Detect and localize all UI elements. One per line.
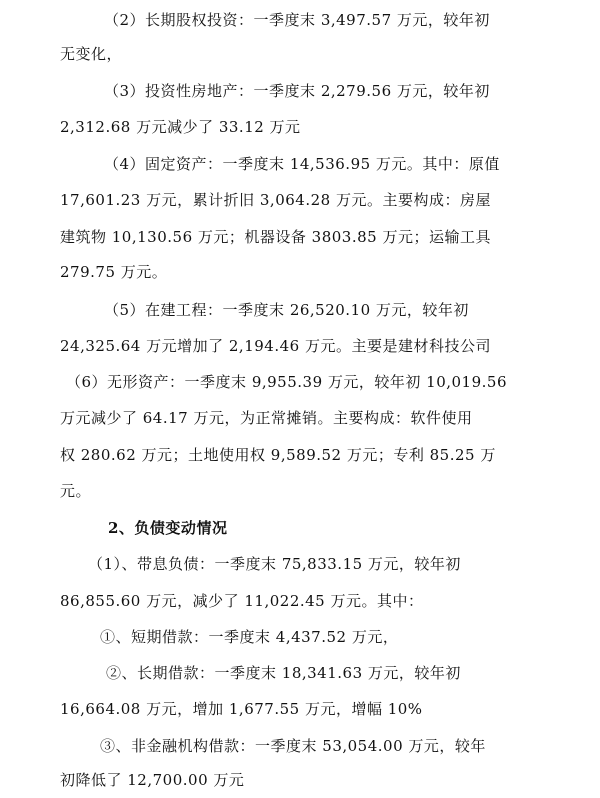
text-line-2: 无变化， xyxy=(60,45,123,63)
text-line-20: 16,664.08 万元，增加 1,677.55 万元，增幅 10% xyxy=(60,700,423,718)
text-line-1: （2）长期股权投资：一季度末 3,497.57 万元，较年初 xyxy=(104,11,490,29)
text-line-16: （1）、带息负债：一季度末 75,833.15 万元，较年初 xyxy=(88,555,461,573)
text-line-13: 权 280.62 万元；土地使用权 9,589.52 万元；专利 85.25 万 xyxy=(60,446,496,464)
text-line-11: （6）无形资产：一季度末 9,955.39 万元，较年初 10,019.56 xyxy=(66,373,507,391)
text-line-4: 2,312.68 万元减少了 33.12 万元 xyxy=(60,118,301,136)
text-line-12: 万元减少了 64.17 万元，为正常摊销。主要构成：软件使用 xyxy=(60,409,473,427)
text-line-18: ①、短期借款：一季度末 4,437.52 万元， xyxy=(100,628,399,646)
text-line-14: 元。 xyxy=(60,482,92,500)
text-line-5: （4）固定资产：一季度末 14,536.95 万元。其中：原值 xyxy=(104,155,500,173)
text-line-6: 17,601.23 万元，累计折旧 3,064.28 万元。主要构成：房屋 xyxy=(60,191,491,209)
text-line-19: ②、长期借款：一季度末 18,341.63 万元，较年初 xyxy=(106,664,461,682)
text-line-3: （3）投资性房地产：一季度末 2,279.56 万元，较年初 xyxy=(104,82,490,100)
text-line-7: 建筑物 10,130.56 万元；机器设备 3803.85 万元；运输工具 xyxy=(60,228,491,246)
section-heading-liabilities: 2、负债变动情况 xyxy=(108,519,228,537)
text-line-10: 24,325.64 万元增加了 2,194.46 万元。主要是建材科技公司 xyxy=(60,337,491,355)
text-line-9: （5）在建工程：一季度末 26,520.10 万元，较年初 xyxy=(104,301,469,319)
text-line-17: 86,855.60 万元，减少了 11,022.45 万元。其中： xyxy=(60,592,424,610)
text-line-21: ③、非金融机构借款：一季度末 53,054.00 万元，较年 xyxy=(100,737,486,755)
text-line-22: 初降低了 12,700.00 万元 xyxy=(60,771,245,789)
text-line-8: 279.75 万元。 xyxy=(60,263,168,281)
